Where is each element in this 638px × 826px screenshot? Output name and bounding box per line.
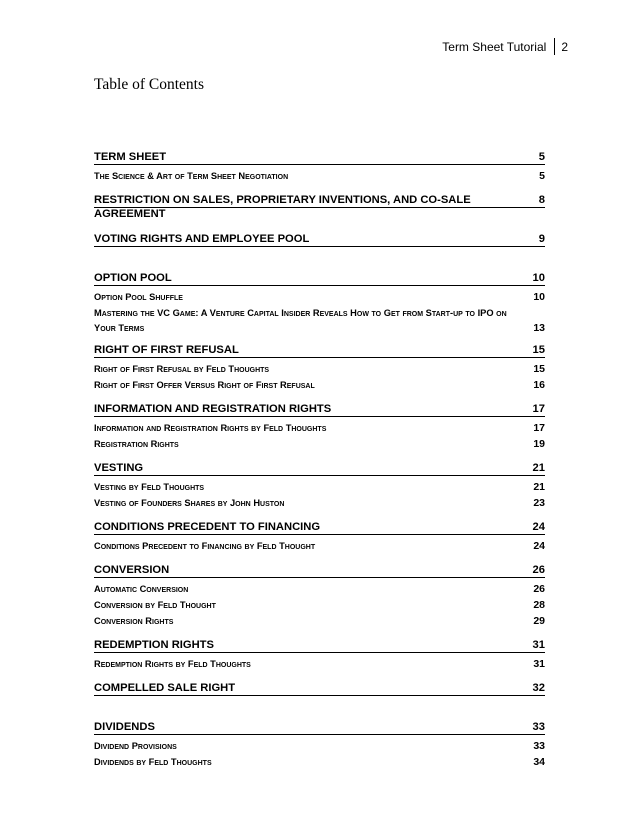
page-number: 2 (561, 39, 568, 54)
toc-subsection-entry[interactable] (94, 437, 545, 453)
toc-section-page: 15 (532, 344, 545, 356)
toc-section-label: OPTION POOL (94, 272, 172, 284)
toc-section-page: 21 (532, 462, 545, 474)
toc-section-label: REDEMPTION RIGHTS (94, 639, 214, 651)
toc-section-page: 8 (538, 194, 545, 206)
toc-subsection-label: Vesting by Feld Thoughts (94, 482, 205, 492)
toc-spacer (94, 700, 545, 712)
toc-section-page: 10 (532, 272, 545, 284)
toc-subsection-label: Option Pool Shuffle (94, 292, 183, 302)
toc-subsection-entry[interactable] (94, 378, 545, 394)
toc-section-label: TERM SHEET (94, 151, 167, 163)
toc-section-page: 5 (538, 151, 545, 163)
toc-section-entry[interactable] (94, 271, 545, 286)
toc-section-label: DIVIDENDS (94, 721, 155, 733)
toc-subsection-page: 21 (533, 481, 545, 493)
toc-subsection-page: 34 (533, 756, 545, 768)
toc-subsection-page: 24 (533, 540, 545, 552)
toc-section-label: INFORMATION AND REGISTRATION RIGHTS (94, 403, 332, 415)
toc-subsection-page: 29 (533, 615, 545, 627)
toc-section-entry[interactable] (94, 520, 545, 535)
document-title: Term Sheet Tutorial (442, 39, 547, 54)
toc-subsection-label: Dividends by Feld Thoughts (94, 757, 212, 767)
toc-section-page: 9 (538, 233, 545, 245)
toc-subsection-entry[interactable] (94, 614, 545, 630)
toc-subsection-page: 31 (533, 658, 545, 670)
toc-subsection-entry[interactable] (94, 539, 545, 555)
toc-section-page: 32 (532, 682, 545, 694)
toc-subsection-entry[interactable] (94, 480, 545, 496)
header-divider (554, 38, 555, 55)
toc-subsection-page: 10 (533, 291, 545, 303)
toc-subsection-page: 16 (533, 379, 545, 391)
toc-subsection-page: 19 (533, 438, 545, 450)
toc-subsection-label: Registration Rights (94, 439, 179, 449)
toc-section-label: CONDITIONS PRECEDENT TO FINANCING (94, 521, 321, 533)
toc-subsection-page: 28 (533, 599, 545, 611)
toc-section-entry[interactable] (94, 402, 545, 417)
toc-subsection-entry[interactable] (94, 598, 545, 614)
toc-section-page: 31 (532, 639, 545, 651)
page-header (442, 38, 568, 55)
toc-subsection-label: Vesting of Founders Shares by John Huston (94, 498, 285, 508)
toc-subsection-label: Conditions Precedent to Financing by Feld Thought (94, 541, 316, 551)
toc-subsection-label: Mastering the VC Game: A Venture Capital Insider Reveals How to Get from Start-up to IPO on Your Terms (94, 308, 507, 333)
toc-subsection-page: 17 (533, 422, 545, 434)
toc-subsection-label: Right of First Offer Versus Right of First Refusal (94, 380, 315, 390)
toc-subsection-entry[interactable] (94, 657, 545, 673)
toc-heading: Table of Contents (94, 76, 204, 93)
toc-section-entry[interactable] (94, 638, 545, 653)
toc-section-page: 26 (532, 564, 545, 576)
toc-subsection-page: 13 (533, 321, 545, 334)
toc-section-entry[interactable] (94, 563, 545, 578)
toc-subsection-entry[interactable] (94, 290, 545, 306)
toc-subsection-label: Right of First Refusal by Feld Thoughts (94, 364, 270, 374)
toc-subsection-label: Information and Registration Rights by Feld Thoughts (94, 423, 327, 433)
toc-subsection-entry[interactable] (94, 739, 545, 755)
toc-subsection-page: 5 (539, 170, 545, 182)
toc-section-entry[interactable] (94, 150, 545, 165)
toc-section-label: VOTING RIGHTS AND EMPLOYEE POOL (94, 233, 310, 245)
toc-subsection-entry[interactable] (94, 169, 545, 185)
toc-section-page: 33 (532, 721, 545, 733)
toc-section-entry[interactable] (94, 681, 545, 696)
toc-subsection-page: 26 (533, 583, 545, 595)
toc-subsection-entry[interactable] (94, 755, 545, 771)
toc-section-entry[interactable] (94, 720, 545, 735)
toc-subsection-entry[interactable] (94, 306, 545, 335)
toc-subsection-entry[interactable] (94, 362, 545, 378)
toc-section-label: RESTRICTION ON SALES, PROPRIETARY INVENTIONS, AND CO-SALE AGREEMENT (94, 194, 471, 220)
toc-subsection-page: 33 (533, 740, 545, 752)
toc-section-entry[interactable] (94, 343, 545, 358)
toc-subsection-label: Automatic Conversion (94, 584, 189, 594)
toc-subsection-label: Conversion by Feld Thought (94, 600, 216, 610)
toc-subsection-entry[interactable] (94, 421, 545, 437)
toc-subsection-entry[interactable] (94, 582, 545, 598)
toc-section-label: VESTING (94, 462, 144, 474)
toc-section-entry[interactable] (94, 461, 545, 476)
toc-section-page: 24 (532, 521, 545, 533)
toc-section-entry[interactable] (94, 232, 545, 247)
toc-subsection-entry[interactable] (94, 496, 545, 512)
toc-subsection-page: 23 (533, 497, 545, 509)
toc-subsection-label: The Science & Art of Term Sheet Negotiation (94, 171, 289, 181)
table-of-contents (94, 150, 545, 771)
toc-subsection-label: Dividend Provisions (94, 741, 177, 751)
toc-section-label: RIGHT OF FIRST REFUSAL (94, 344, 239, 356)
toc-section-entry[interactable] (94, 193, 545, 220)
toc-spacer (94, 251, 545, 263)
toc-section-page: 17 (532, 403, 545, 415)
toc-section-label: COMPELLED SALE RIGHT (94, 682, 236, 694)
toc-subsection-label: Conversion Rights (94, 616, 174, 626)
toc-subsection-page: 15 (533, 363, 545, 375)
toc-subsection-label: Redemption Rights by Feld Thoughts (94, 659, 251, 669)
toc-section-label: CONVERSION (94, 564, 170, 576)
